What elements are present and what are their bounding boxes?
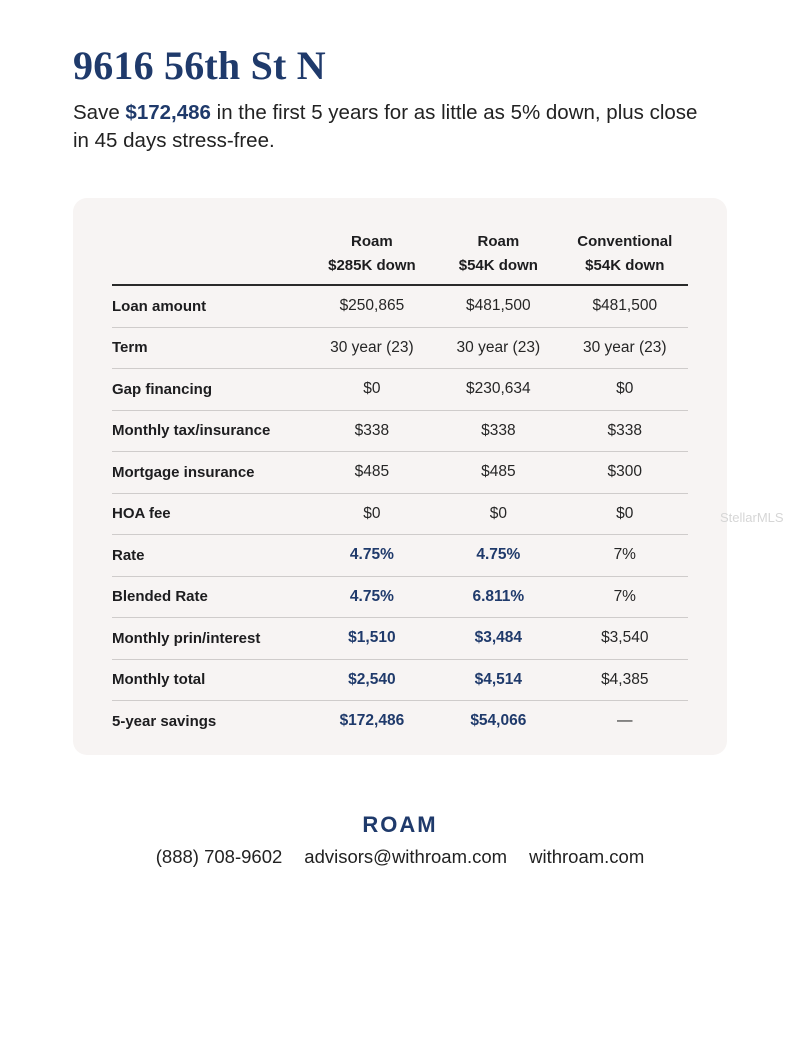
website-link[interactable]: withroam.com (529, 846, 645, 867)
table-row-mortgage-insurance (112, 452, 688, 494)
row-label: Mortgage insurance (112, 452, 309, 494)
table-row-hoa-fee (112, 493, 688, 535)
table-cell: $481,500 (435, 285, 561, 327)
table-cell: $0 (435, 493, 561, 535)
column-header-line2: $285K down (328, 257, 416, 274)
table-cell: $2,540 (309, 659, 435, 701)
column-header-line1: Roam (477, 233, 520, 250)
table-cell: 4.75% (435, 535, 561, 577)
row-label: Loan amount (112, 285, 309, 327)
roam-logo: ROAM (362, 812, 438, 837)
column-header-line2: $54K down (458, 257, 538, 274)
table-cell: 4.75% (309, 576, 435, 618)
column-header-roam-285k (309, 224, 435, 285)
table-cell: 30 year (23) (435, 327, 561, 369)
column-header-line1: Conventional (577, 233, 673, 250)
table-cell: $1,510 (309, 618, 435, 660)
column-header-line2: $54K down (585, 257, 665, 274)
table-cell: 7% (562, 535, 688, 577)
table-row-monthly-prin-interest (112, 618, 688, 660)
table-cell: — (617, 712, 633, 730)
table-row-monthly-tax-insurance (112, 410, 688, 452)
table-cell: $4,514 (435, 659, 561, 701)
column-header-conventional (562, 224, 688, 285)
mls-watermark: StellarMLS (720, 510, 784, 525)
table-cell: $338 (435, 410, 561, 452)
column-header-line1: Roam (351, 233, 393, 250)
contact-info (0, 846, 800, 868)
page-title: 9616 56th St N (73, 43, 326, 88)
row-label: Term (112, 327, 309, 369)
table-cell: $230,634 (435, 369, 561, 411)
email-link[interactable]: advisors@withroam.com (304, 846, 508, 867)
savings-amount: $172,486 (125, 101, 211, 124)
header-blank (112, 224, 309, 285)
row-label: HOA fee (112, 493, 309, 535)
table-cell: $481,500 (562, 285, 688, 327)
table-cell: $338 (309, 410, 435, 452)
table-cell: $172,486 (339, 712, 405, 730)
table-cell: $300 (562, 452, 688, 494)
table-cell: $0 (562, 493, 688, 535)
savings-summary (73, 99, 713, 155)
table-cell: $54,066 (470, 712, 527, 730)
row-label: Blended Rate (112, 576, 309, 618)
table-cell: 6.811% (435, 576, 561, 618)
table-cell: $485 (309, 452, 435, 494)
row-label: 5-year savings (112, 712, 217, 730)
column-header-roam-54k (435, 224, 561, 285)
row-label: Monthly total (112, 659, 309, 701)
table-cell: 7% (562, 576, 688, 618)
table-cell: 4.75% (309, 535, 435, 577)
row-label: Monthly tax/insurance (112, 410, 309, 452)
table-row-monthly-total (112, 659, 688, 701)
loan-comparison-table (112, 224, 688, 742)
table-cell: $4,385 (562, 659, 688, 701)
table-cell: $250,865 (309, 285, 435, 327)
row-label: Monthly prin/interest (112, 618, 309, 660)
table-cell: $0 (309, 369, 435, 411)
comparison-card (73, 198, 727, 755)
table-header-row (112, 224, 688, 285)
row-label: Gap financing (112, 369, 309, 411)
subtitle-suffix: in the first 5 years for as little as 5% down, plus close in 45 days stress-free. (73, 101, 698, 152)
table-row-term (112, 327, 688, 369)
table-row-loan-amount (112, 285, 688, 327)
table-cell: $0 (562, 369, 688, 411)
phone-number[interactable]: (888) 708-9602 (155, 846, 283, 867)
subtitle-prefix: Save (73, 101, 126, 124)
row-label: Rate (112, 535, 309, 577)
table-row-gap-financing (112, 369, 688, 411)
table-cell: $3,540 (562, 618, 688, 660)
table-cell: $485 (435, 452, 561, 494)
table-row-rate (112, 535, 688, 577)
table-cell: $0 (309, 493, 435, 535)
table-cell: $338 (562, 410, 688, 452)
table-row-5-year-savings (112, 701, 688, 742)
table-cell: 30 year (23) (562, 327, 688, 369)
table-cell: 30 year (23) (309, 327, 435, 369)
table-row-blended-rate (112, 576, 688, 618)
table-cell: $3,484 (435, 618, 561, 660)
